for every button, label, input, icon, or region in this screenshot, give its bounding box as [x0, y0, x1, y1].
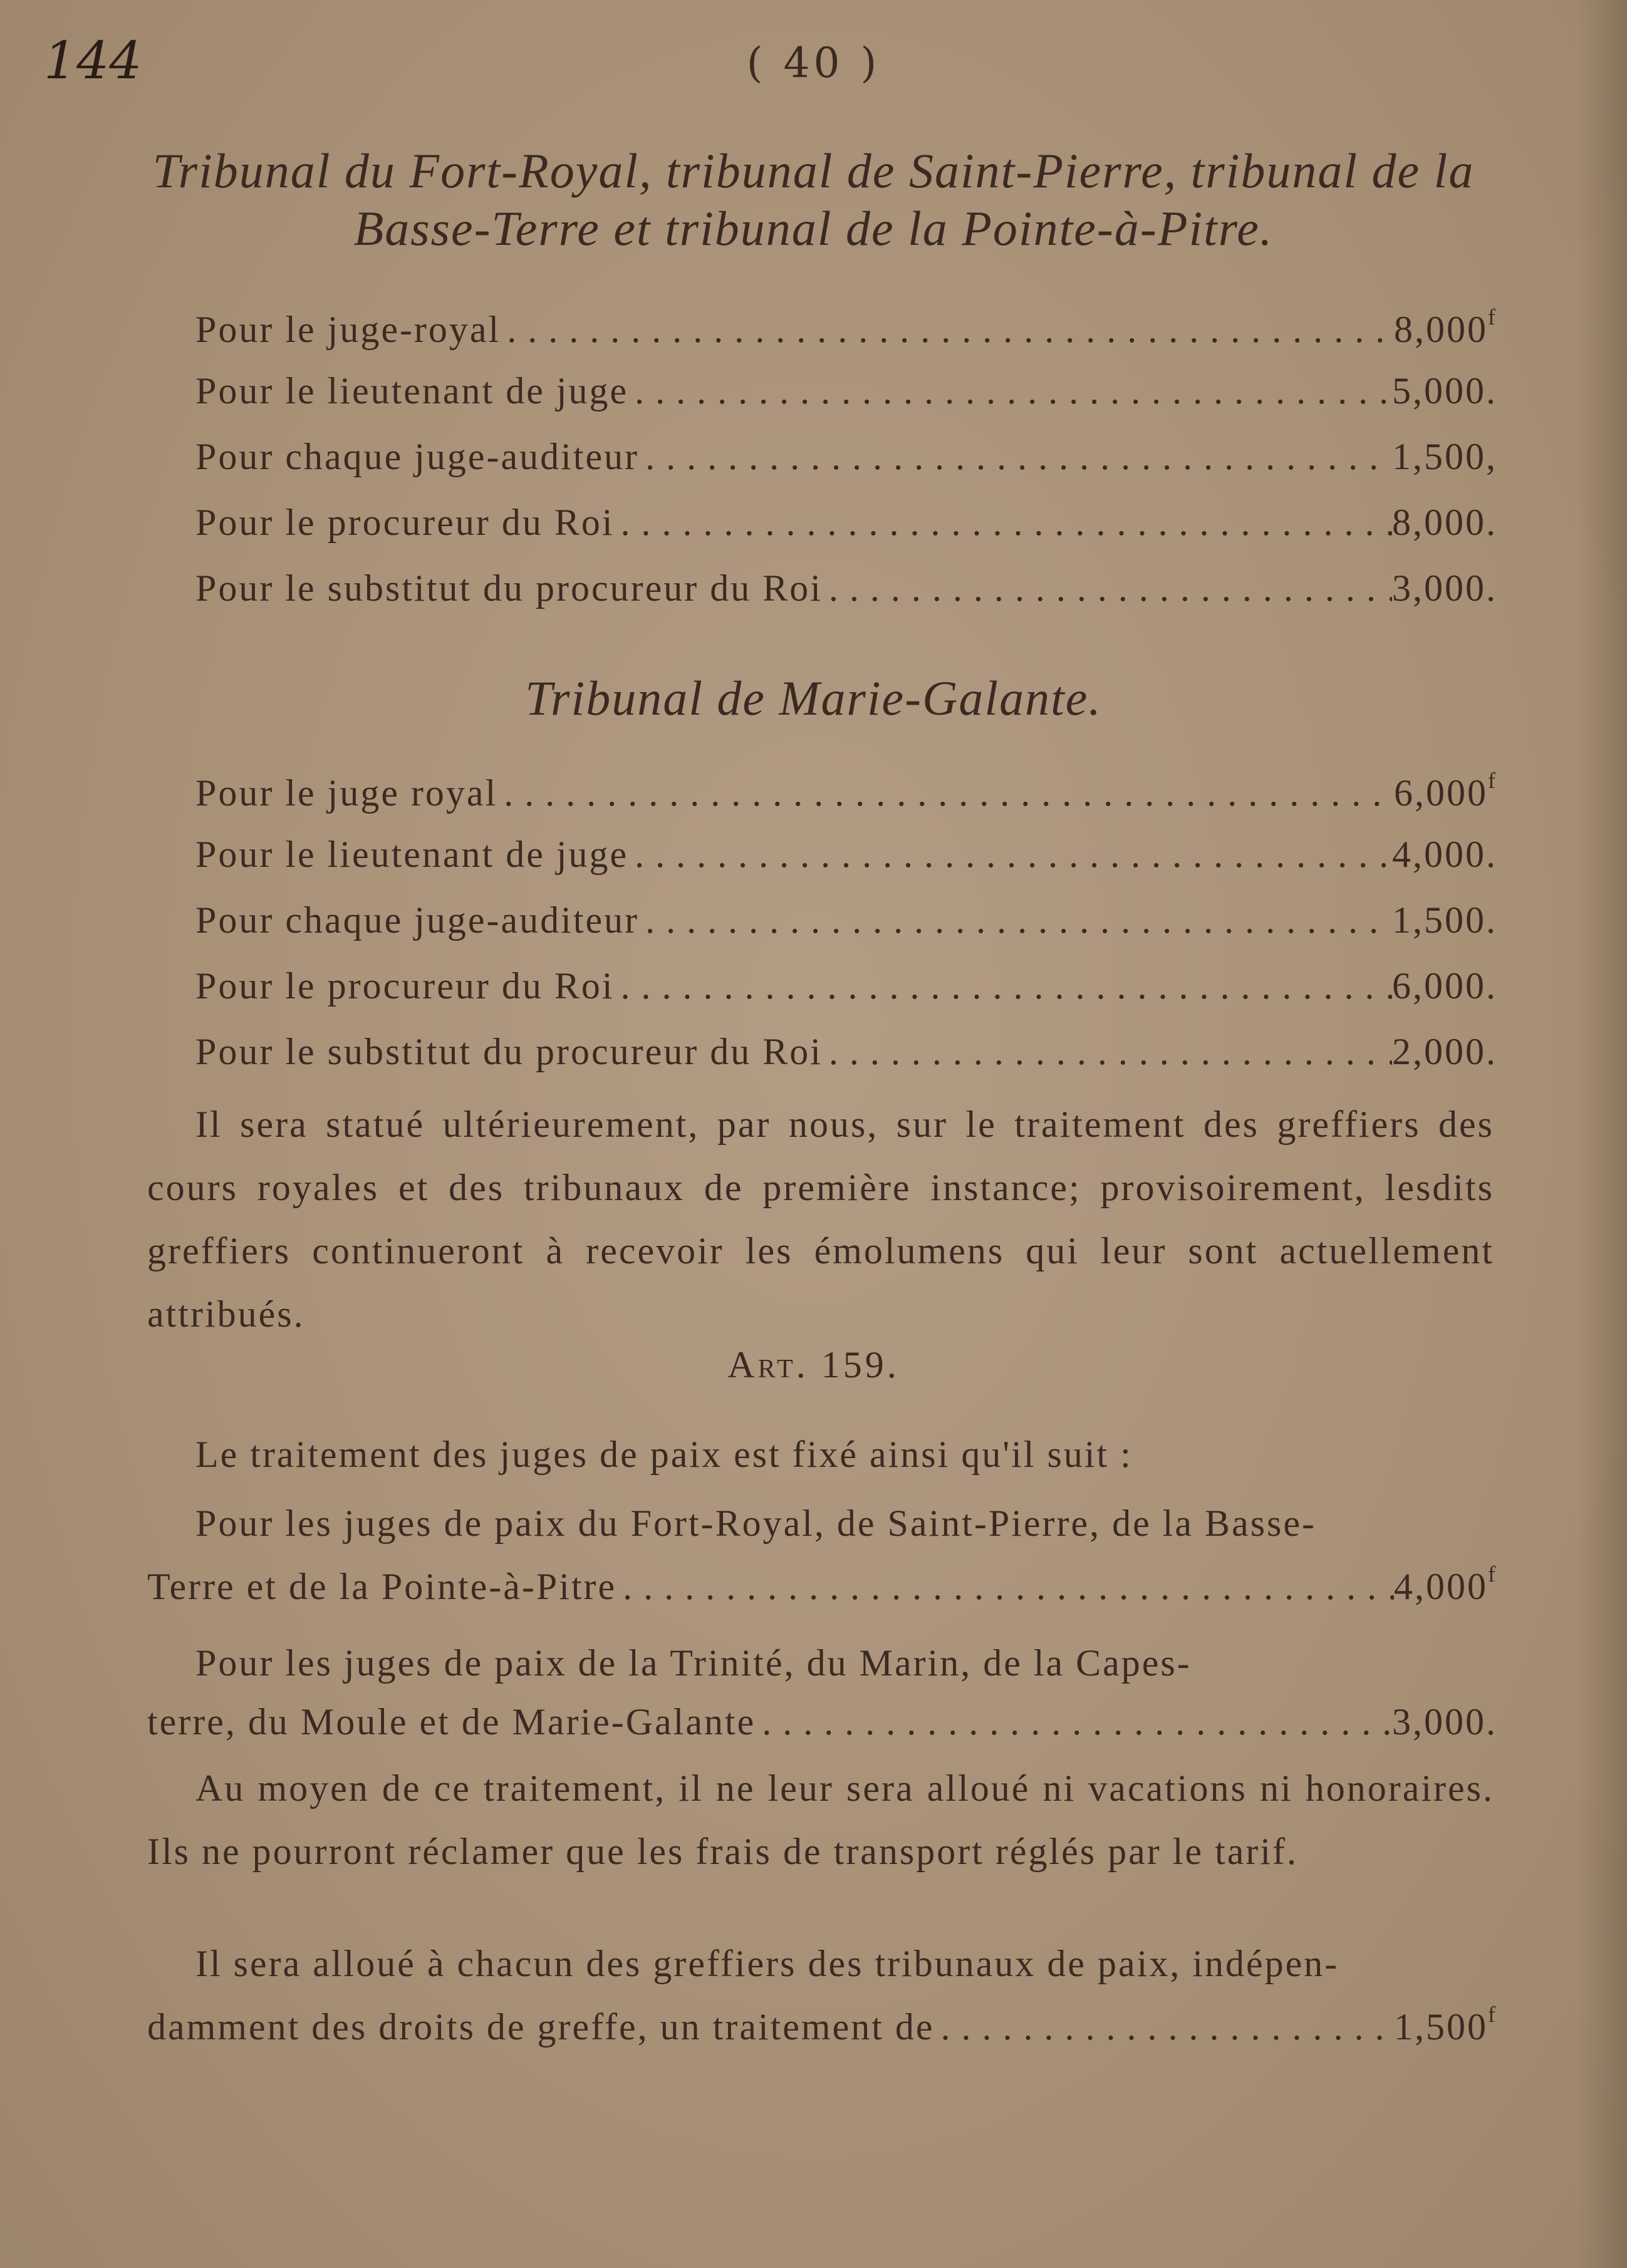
salary-row-label: Pour le juge-royal: [195, 309, 501, 350]
salary-row-amount: 6,000$^f$: [1394, 768, 1497, 814]
salary-row-amount: 5,000.: [1392, 370, 1497, 412]
salary-row: [195, 304, 1497, 366]
salary-row-label: Pour le procureur du Roi: [195, 965, 615, 1007]
leader-dots: [639, 899, 1392, 942]
salary-row-amount: 1,500.: [1392, 899, 1497, 941]
section1-title-line1: Tribunal du Fort-Royal, tribunal de Saint-Pierre, tribunal de la: [152, 143, 1475, 198]
leader-dots: [639, 435, 1392, 479]
salary-row-label: Pour le procureur du Roi: [195, 502, 615, 543]
greffe-amount: 1,500$^f$: [1394, 2002, 1497, 2048]
greffiers-paragraph: Il sera statué ultérieurement, par nous, sur le traitement des greffiers des cours royales et des tribunaux de première instance; provisoirement, lesdits greffiers continueront à recevoir les émolumens qui leur sont actuellement attribués.: [147, 1104, 1494, 1335]
leader-dots: [501, 308, 1394, 351]
leader-dots: [615, 501, 1392, 544]
moyen-paragraph: Au moyen de ce traitement, il ne leur sera alloué ni vacations ni honoraires. Ils ne pourront réclamer que les frais de transport réglés par le tarif.: [147, 1768, 1494, 1872]
leader-dots: [935, 2006, 1394, 2049]
salary-row-amount: 4,000.: [1392, 834, 1497, 875]
salary-row-label: Pour chaque juge-auditeur: [195, 436, 640, 477]
salary-row-amount: 2,000.: [1392, 1031, 1497, 1072]
leader-dots: [497, 772, 1394, 815]
salary-row-label: Pour le substitut du procureur du Roi: [195, 1031, 823, 1072]
leader-dots: [628, 833, 1392, 876]
section2-title: Tribunal de Marie-Galante.: [525, 671, 1102, 725]
juges-de-paix-item1-amount: 4,000$^f$: [1394, 1561, 1497, 1607]
salary-row: [195, 501, 1497, 564]
juges-de-paix-intro: Le traitement des juges de paix est fixé ainsi qu'il suit :: [195, 1434, 1133, 1475]
salary-row-label: Pour le lieutenant de juge: [195, 370, 629, 412]
article-heading: Art. 159.: [727, 1344, 900, 1385]
salary-row: [195, 435, 1497, 498]
juges-de-paix-item2-amount: 3,000.: [1392, 1701, 1497, 1742]
salary-row-amount: 6,000.: [1392, 965, 1497, 1007]
juges-de-paix-item1-line1: Pour les juges de paix du Fort-Royal, de Saint-Pierre, de la Basse-: [195, 1503, 1317, 1544]
juges-de-paix-item2-line1: Pour les juges de paix de la Trinité, du Marin, de la Capes-: [195, 1642, 1192, 1684]
salary-row: [195, 370, 1497, 432]
salary-row: [195, 567, 1497, 629]
leader-dots: [756, 1701, 1392, 1744]
salary-row: [195, 965, 1497, 1027]
salary-row: [195, 833, 1497, 896]
greffe-line2: damment des droits de greffe, un traitement de ..... 1,500$^f$: [147, 2001, 1497, 2049]
salary-row: [195, 899, 1497, 961]
salary-row: [195, 1030, 1497, 1093]
salary-row-label: Pour le juge royal: [195, 772, 498, 814]
salary-row-label: Pour le substitut du procureur du Roi: [195, 567, 823, 609]
salary-row-amount: 8,000.: [1392, 502, 1497, 543]
juges-de-paix-item1-line2: Terre et de la Pointe-à-Pitre ..... 4,000$^f$: [147, 1561, 1497, 1608]
salary-row-label: Pour chaque juge-auditeur: [195, 899, 640, 941]
handwritten-folio-mark: 144: [44, 31, 142, 91]
juges-de-paix-item2-line2: terre, du Moule et de Marie-Galante ..... 3,000.: [147, 1701, 1497, 1744]
salary-row: [195, 767, 1497, 830]
leader-dots: [823, 567, 1392, 610]
leader-dots: [616, 1565, 1394, 1608]
section1-title-line2: Basse-Terre et tribunal de la Pointe-à-Pitre.: [353, 201, 1274, 256]
page-number: ( 40 ): [746, 39, 881, 87]
salary-row-amount: 3,000.: [1392, 567, 1497, 609]
page-edge-shadow: [1577, 0, 1627, 2268]
leader-dots: [823, 1030, 1392, 1074]
leader-dots: [615, 965, 1392, 1008]
leader-dots: [628, 370, 1392, 413]
salary-row-amount: 8,000$^f$: [1394, 304, 1497, 350]
salary-row-label: Pour le lieutenant de juge: [195, 834, 629, 875]
greffe-line1: Il sera alloué à chacun des greffiers des tribunaux de paix, indépen-: [195, 1943, 1339, 1984]
salary-row-amount: 1,500,: [1392, 436, 1497, 477]
